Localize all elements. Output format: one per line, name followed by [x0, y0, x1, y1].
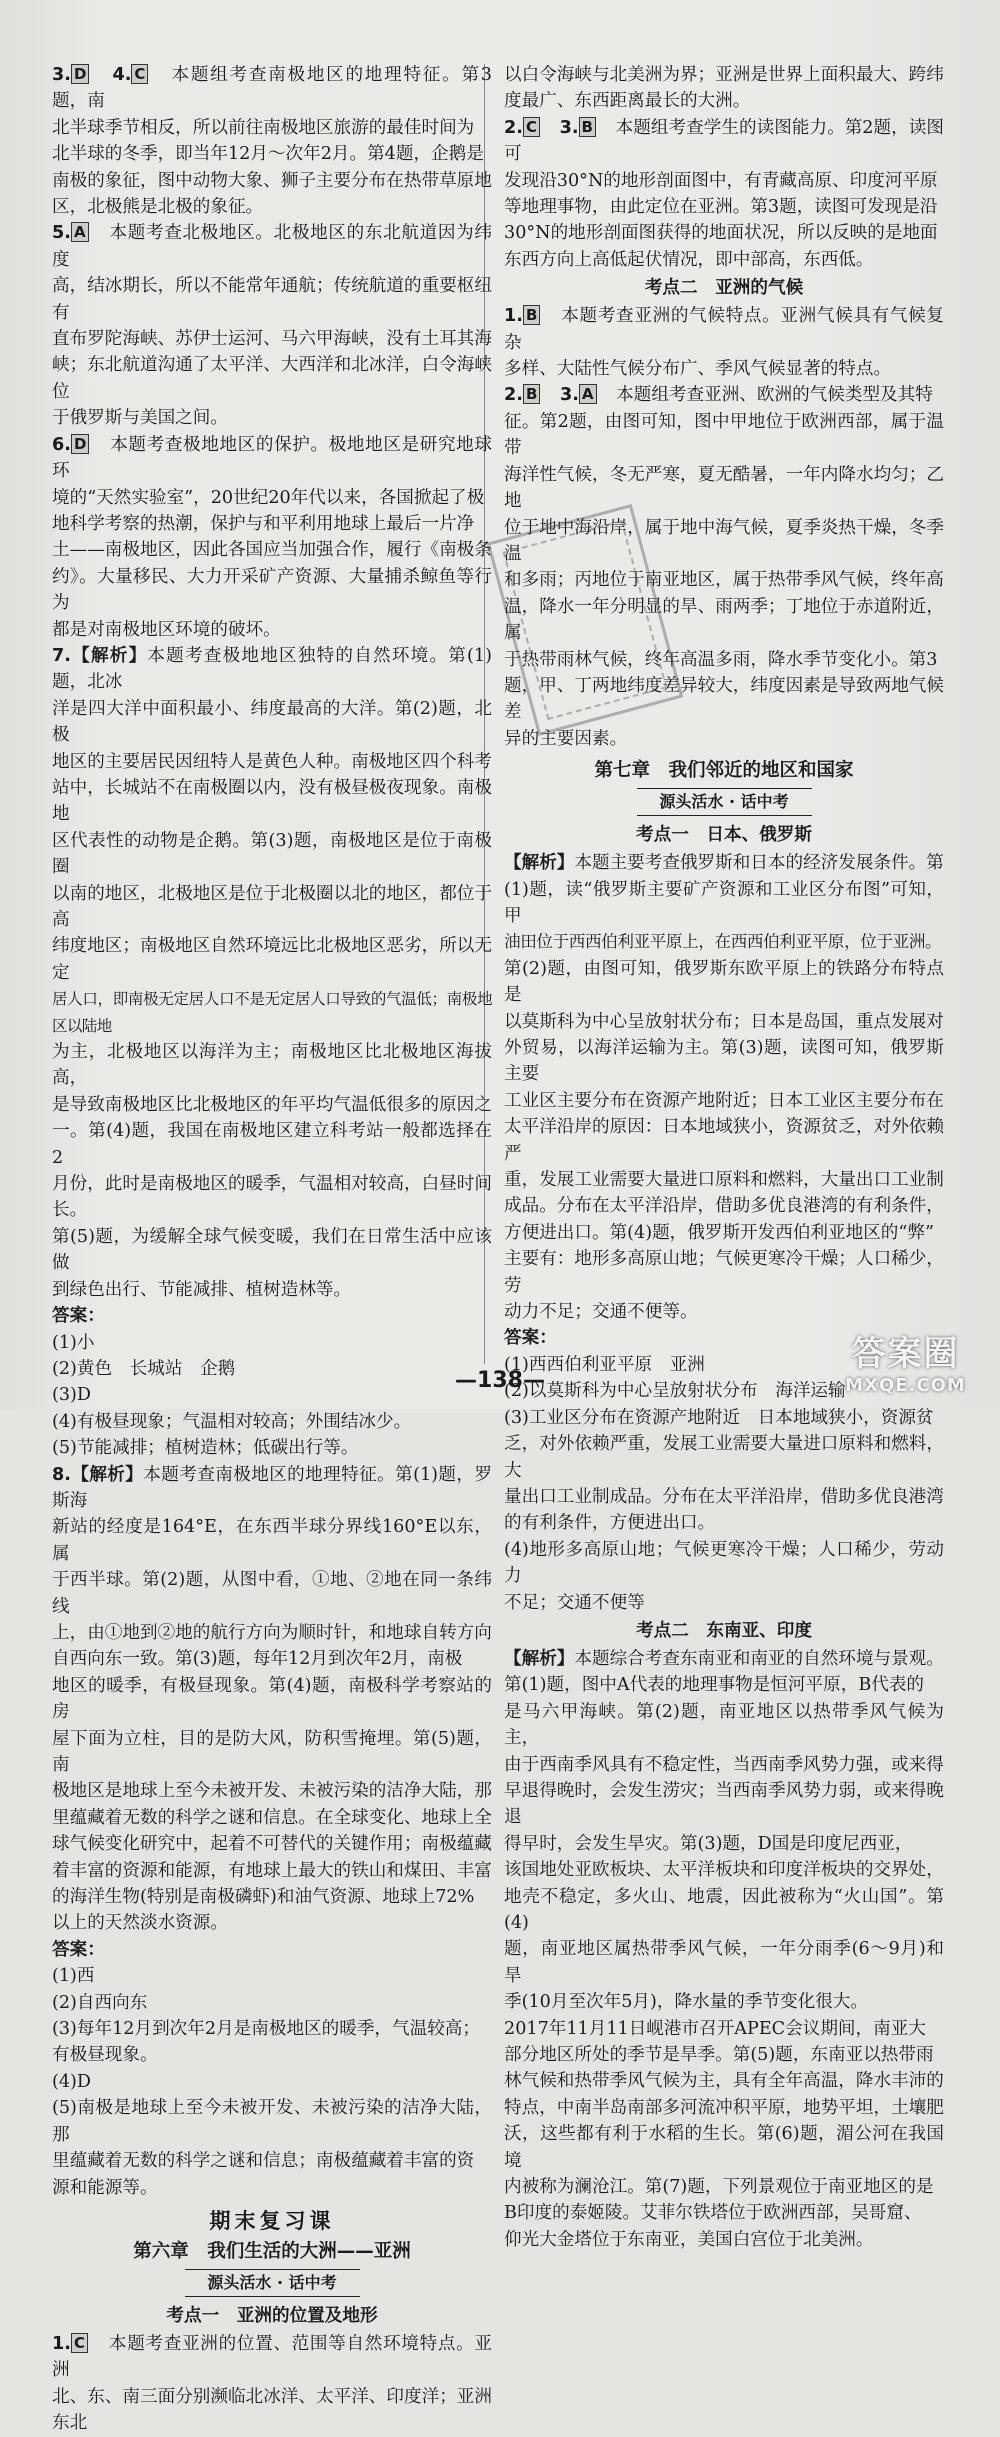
chapter-6-title: 第六章 我们生活的大洲——亚洲 [133, 2240, 411, 2262]
answer-line: (1)西西伯利亚平原 亚洲 [504, 1354, 705, 1375]
answer-line: 不足；交通不便等 [504, 1592, 645, 1613]
analysis-label: 【解析】 [504, 1648, 575, 1669]
text-line: 30°N的地形剖面图获得的地面状况，所以反映的是地面 [504, 223, 938, 244]
answer-line: (5)南极是地球上至今未被开发、未被污染的洁净大陆，那 [52, 2098, 492, 2145]
answer-climate-q1 [504, 303, 944, 382]
answer-line: 源和能源等。 [52, 2177, 158, 2198]
text-line: 球气候变化研究中，起着不可替代的关键作用；南极蕴藏 [52, 1834, 492, 1855]
text-line: 一。第(4)题，我国在南极地区建立科考站一般都选择在2 [52, 1121, 492, 1168]
text-line: 方便进出口。第(4)题，俄罗斯开发西伯利亚地区的“弊” [504, 1222, 934, 1243]
text-line: 上，由①地到②地的航行方向为顺时针，和地球自转方向 [52, 1622, 492, 1643]
text-line: 温，降水一年分明显的旱、雨两季；丁地位于赤道附近，属 [504, 596, 944, 644]
text-line: 林气候和热带季风气候为主，具有全年高温，降水丰沛的 [504, 2071, 944, 2092]
text-line: 本题考查南极地区的地理特征。第(1)题，罗斯海 [52, 1464, 492, 1511]
answer-choice: A [71, 222, 89, 242]
watermark-url: MXQE.COM [845, 1375, 966, 1396]
answer-line: (2)以莫斯科为中心呈放射状分布 海洋运输 [504, 1381, 846, 1402]
text-line: 居人口，即南极无定居人口不是无定居人口导致的气温低；南极地区以陆地 [52, 990, 492, 1035]
text-line: 高，结冰期长，所以不能常年通航；传统航道的重要枢纽有 [52, 276, 492, 323]
text-line: 着丰富的资源和能源，有地球上最大的铁山和煤田、丰富 [52, 1860, 492, 1881]
question-number: 5. [52, 223, 71, 244]
chapter-7-title: 第七章 我们邻近的地区和国家 [594, 760, 854, 782]
text-line: 等地理事物，由此定位在亚洲。第3题，读图可发现是沿 [504, 197, 938, 218]
answer-label: 答案： [504, 1328, 557, 1349]
answer-choice: A [579, 384, 597, 404]
question-number: 3. [559, 385, 579, 406]
text-line: 内被称为澜沧江。第(7)题，下列景观位于南亚地区的是 [504, 2177, 934, 2198]
answer-q5 [52, 220, 492, 431]
watermark-logo: 答案圈 [851, 1334, 960, 1374]
answer-label: 答案： [52, 1306, 105, 1327]
text-line: 度最广、东西距离最长的大洲。 [504, 91, 751, 112]
answer-line: 量出口工业制成品。分布在太平洋沿岸，借助多优良港湾 [504, 1486, 944, 1507]
text-line: 都是对南极地区环境的破坏。 [52, 619, 281, 640]
text-line: 第(2)题，由图可知，俄罗斯东欧平原上的铁路分布特点是 [504, 958, 944, 1006]
text-line: 南极的象征，图中动物大象、狮子主要分布在热带草原地 [52, 170, 492, 191]
text-line: 以莫斯科为中心呈放射状分布；日本是岛国，重点发展对 [504, 1011, 944, 1032]
text-line: 的海洋生物(特别是南极磷虾)和油气资源、地球上72% [52, 1887, 475, 1908]
text-line: 2017年11月11日岘港市召开APEC会议期间，南亚大 [504, 2018, 926, 2039]
answer-line: 有极昼现象。 [52, 2045, 158, 2066]
text-line: 北半球的冬季，即当年12月～次年2月。第4题，企鹅是 [52, 144, 484, 165]
site-watermark [818, 1326, 993, 1404]
text-line: 成品。分布在太平洋沿岸，借助多优良港湾的有利条件， [504, 1196, 944, 1217]
text-line: 东西方向上高低起伏情况，即中部高，东西低。 [504, 249, 874, 270]
text-line: 屋下面为立柱，目的是防大风，防积雪掩埋。第(5)题，南 [52, 1728, 492, 1775]
text-line: 发现沿30°N的地形剖面图中，有青藏高原、印度河平原 [504, 170, 938, 191]
text-line: 北半球季节相反，所以前往南极地区旅游的最佳时间为 [52, 117, 475, 138]
text-line: 重，发展工业需要大量进口原料和燃料，大量出口工业制 [504, 1170, 944, 1191]
text-line: 本题考查极地地区独特的自然环境。第(1)题，北冰 [52, 645, 492, 693]
answer-line: (5)节能减排；植树造林；低碳出行等。 [52, 1438, 359, 1459]
answer-southeast-asia-india [504, 1646, 944, 2253]
answer-choice: D [71, 64, 89, 84]
text-line: 第(1)题，图中A代表的地理事物是恒河平原，B代表的 [504, 1675, 925, 1696]
answer-asia-q1 [52, 2331, 492, 2437]
text-line: 地壳不稳定，多火山、地震，因此被称为“火山国”。第(4) [504, 1886, 944, 1933]
answer-line: 的有利条件，方便进出口。 [504, 1513, 716, 1534]
text-line: 和多雨；丙地位于南亚地区，属于热带季风气候，终年高 [504, 570, 944, 591]
answer-line: (2)黄色 长城站 企鹅 [52, 1358, 236, 1379]
page-number: —138— [455, 1368, 545, 1393]
text-line: 多样、大陆性气候分布广、季风气候显著的特点。 [504, 359, 892, 380]
question-number: 1. [52, 2333, 71, 2354]
question-number: 4. [112, 65, 132, 85]
text-line: 于热带雨林气候，终年高温多雨，降水季节变化小。第3 [504, 649, 938, 670]
answer-line: (3)每年12月到次年2月是南极地区的暖季，气温较高； [52, 2019, 480, 2040]
text-line: 本题考查亚洲的位置、范围等自然环境特点。亚洲 [52, 2333, 492, 2381]
text-line: 主要有：地形多高原山地；气候更寒冷干燥；人口稀少，劳 [504, 1249, 944, 1296]
question-number: 7. [52, 645, 71, 666]
answer-q8 [52, 1462, 492, 2201]
text-line: 部分地区所处的季节是旱季。第(5)题，东南亚以热带雨 [504, 2045, 934, 2066]
answer-line: (4)D [52, 2071, 92, 2092]
question-number: 6. [52, 434, 71, 455]
answer-line: (3)D [52, 1385, 92, 1406]
answer-line: (1)小 [52, 1332, 95, 1353]
text-line: (1)题，读“俄罗斯主要矿产资源和工业区分布图”可知，甲 [504, 879, 944, 926]
text-line: 仰光大金塔位于东南亚，美国白宫位于北美洲。 [504, 2229, 874, 2250]
answer-line: (1)西 [52, 1966, 95, 1987]
answer-q7 [52, 643, 492, 1462]
text-line: 以南的地区，北极地区是位于北极圈以北的地区，都位于高 [52, 883, 492, 930]
answer-choice: C [71, 2333, 88, 2353]
text-line: 本题考查北极地区。北极地区的东北航道因为纬度 [52, 223, 492, 270]
text-line: 征。第2题，由图可知，图中甲地位于欧洲西部，属于温带 [504, 411, 944, 459]
text-line: 该国地处亚欧板块、太平洋板块和印度洋板块的交界处， [504, 1860, 944, 1881]
question-number: 3. [559, 117, 579, 138]
text-line: 土——南极地区，因此各国应当加强合作，履行《南极条 [52, 540, 492, 561]
text-line: 地科学考察的热潮，保护与和平利用地球上最后一片净 [52, 513, 475, 534]
text-line: 季(10月至次年5月)，降水量的季节变化很大。 [504, 1992, 868, 2013]
question-number: 1. [504, 306, 523, 327]
question-number: 2. [504, 117, 523, 138]
left-column [52, 62, 492, 2437]
text-line: 本题组考查亚洲、欧洲的气候类型及其特 [616, 385, 933, 406]
text-line: 工业区主要分布在资源产地附近；日本工业区主要分布在 [504, 1090, 944, 1111]
text-line: 异的主要因素。 [504, 728, 628, 749]
question-number: 8. [52, 1464, 71, 1485]
text-line: 得早时，会发生旱灾。第(3)题，D国是印度尼西亚， [504, 1833, 913, 1854]
answer-choice: C [523, 117, 540, 137]
answer-choice: B [523, 305, 540, 325]
text-line: 是导致南极地区比北极地区的年平均气温低很多的原因之 [52, 1094, 492, 1115]
question-number: 3. [52, 65, 71, 85]
text-line: 新站的经度是164°E，在东西半球分界线160°E以东，属 [52, 1517, 492, 1564]
answer-line: (4)有极昼现象；气温相对较高；外围结冰少。 [52, 1411, 412, 1432]
text-line: 里蕴藏着无数的科学之谜和信息。在全球变化、地球上全 [52, 1807, 492, 1828]
text-line: B印度的泰姬陵。艾菲尔铁塔位于欧洲西部，吴哥窟、 [504, 2203, 922, 2224]
text-line: 本题考查亚洲的气候特点。亚洲气候具有气候复杂 [504, 306, 944, 353]
answer-choice: B [579, 117, 596, 137]
answer-choice: B [523, 384, 540, 404]
text-line: 以上的天然淡水资源。 [52, 1913, 228, 1934]
text-line: 本题主要考查俄罗斯和日本的经济发展条件。第 [574, 853, 944, 874]
text-line: 站中，长城站不在南极圈以内，没有极昼极夜现象。南极地 [52, 777, 492, 825]
text-line: 动力不足；交通不便等。 [504, 1302, 698, 1323]
topic-heading: 考点一 日本、俄罗斯 [636, 825, 812, 846]
answer-japan-russia [504, 850, 944, 1616]
text-line: 洋是四大洋中面积最小、纬度最高的大洋。第(2)题，北极 [52, 698, 492, 746]
text-line: 油田位于西西伯利亚平原上，在西西伯利亚平原，位于亚洲。 [504, 932, 942, 952]
text-line: 本题考查极地地区的保护。极地地区是研究地球环 [52, 434, 492, 482]
text-line: 以白令海峡与北美洲为界；亚洲是世界上面积最大、跨纬 [504, 65, 944, 85]
analysis-label: 【解析】 [70, 1464, 144, 1485]
section-banner: 源头活水 · 话中考 [637, 788, 812, 816]
section-banner: 源头活水 · 话中考 [185, 2269, 360, 2297]
answer-q3-4 [52, 62, 492, 220]
text-line: 外贸易，以海洋运输为主。第(3)题，读图可知，俄罗斯主要 [504, 1038, 944, 1085]
topic-heading: 考点二 亚洲的气候 [644, 278, 804, 299]
answer-q6 [52, 432, 492, 643]
text-line: 题，南亚地区属热带季风气候，一年分雨季(6～9月)和旱 [504, 1939, 944, 1986]
answer-line: 乏，对外依赖严重，发展工业需要大量进口原料和燃料，大 [504, 1434, 944, 1481]
text-line: 于西半球。第(2)题，从图中看，①地、②地在同一条纬线 [52, 1570, 492, 1617]
text-line: 到绿色出行、节能减排、植树造林等。 [52, 1279, 352, 1300]
text-line: 特点，中南半岛南部多河流冲积平原，地势平坦，土壤肥 [504, 2097, 944, 2118]
analysis-label: 【解析】 [504, 853, 575, 874]
text-line: 沃，这些都有利于水稻的生长。第(6)题，湄公河在我国境 [504, 2124, 944, 2171]
text-line: 直布罗陀海峡、苏伊士运河、马六甲海峡，没有土耳其海 [52, 329, 492, 350]
topic-heading: 考点一 亚洲的位置及地形 [166, 2305, 378, 2326]
text-line: 海洋性气候，冬无严寒，夏无酷暑，一年内降水均匀；乙地 [504, 464, 944, 512]
answer-line: (2)自西向东 [52, 1992, 148, 2013]
text-line: 题，甲、丁两地纬度差异较大，纬度因素是导致两地气候差 [504, 675, 944, 723]
text-line: 本题组考查南极地区的地理特征。第3题，南 [52, 65, 492, 112]
topic-heading: 考点二 东南亚、印度 [636, 1620, 812, 1641]
text-line: 第(5)题，为缓解全球气候变暖，我们在日常生活中应该做 [52, 1226, 492, 1274]
text-line: 约》。大量移民、大力开采矿产资源、大量捕杀鲸鱼等行为 [52, 566, 492, 614]
text-line: 为主，北极地区以海洋为主；南极地区比北极地区海拔高， [52, 1042, 492, 1089]
text-line: 区代表性的动物是企鹅。第(3)题，南极地区是位于南极圈 [52, 830, 492, 878]
analysis-label: 【解析】 [70, 645, 148, 666]
right-column [504, 62, 944, 2253]
review-title: 期末复习课 [209, 2208, 335, 2233]
answer-line: (3)工业区分布在资源产地附近 日本地域狭小，资源贫 [504, 1407, 934, 1428]
text-line: 本题组考查学生的读图能力。第2题，读图可 [504, 117, 944, 165]
text-line: 纬度地区；南极地区自然环境远比北极地区恶劣，所以无定 [52, 936, 492, 983]
text-line: 于俄罗斯与美国之间。 [52, 408, 228, 429]
text-line: 由于西南季风具有不稳定性，当西南季风势力强，或来得 [504, 1754, 944, 1775]
question-number: 2. [504, 385, 523, 406]
answer-line: (4)地形多高原山地；气候更寒冷干燥；人口稀少，劳动力 [504, 1539, 944, 1587]
text-line: 位于地中海沿岸，属于地中海气候，夏季炎热干燥，冬季温 [504, 517, 944, 564]
text-line: 太平洋沿岸的原因：日本地域狭小，资源贫乏，对外依赖严 [504, 1117, 944, 1164]
text-line: 区，北极熊是北极的象征。 [52, 197, 264, 218]
text-line: 峡；东北航道沟通了太平洋、大西洋和北冰洋，白令海峡位 [52, 355, 492, 402]
text-line: 早退得晚时，会发生涝灾；当西南季风势力弱，或来得晚退 [504, 1780, 944, 1828]
answer-choice: D [71, 434, 89, 454]
text-line: 是马六甲海峡。第(2)题，南亚地区以热带季风气候为主， [504, 1701, 944, 1749]
text-line: 本题综合考查东南亚和南亚的自然环境与景观。 [574, 1648, 944, 1669]
text-line: 地区的主要居民因纽特人是黄色人种。南极地区四个科考 [52, 751, 492, 772]
text-line: 境的“天然实验室”，20世纪20年代以来，各国掀起了极 [52, 487, 485, 508]
text-line: 自西向东一致。第(3)题，每年12月到次年2月，南极 [52, 1649, 463, 1670]
answer-label: 答案： [52, 1939, 105, 1960]
answer-asia-q2-3 [504, 115, 944, 273]
answer-line: 里蕴藏着无数的科学之谜和信息；南极蕴藏着丰富的资 [52, 2151, 475, 2172]
text-line: 地区的暖季，有极昼现象。第(4)题，南极科学考察站的房 [52, 1675, 492, 1723]
text-line: 月份，此时是南极地区的暖季，气温相对较高，白昼时间长。 [52, 1174, 492, 1221]
text-line: 北、东、南三面分别濒临北冰洋、太平洋、印度洋；亚洲东北 [52, 2386, 492, 2434]
answer-choice: C [131, 64, 148, 84]
text-line: 极地区是地球上至今未被开发、未被污染的洁净大陆，那 [52, 1781, 492, 1802]
